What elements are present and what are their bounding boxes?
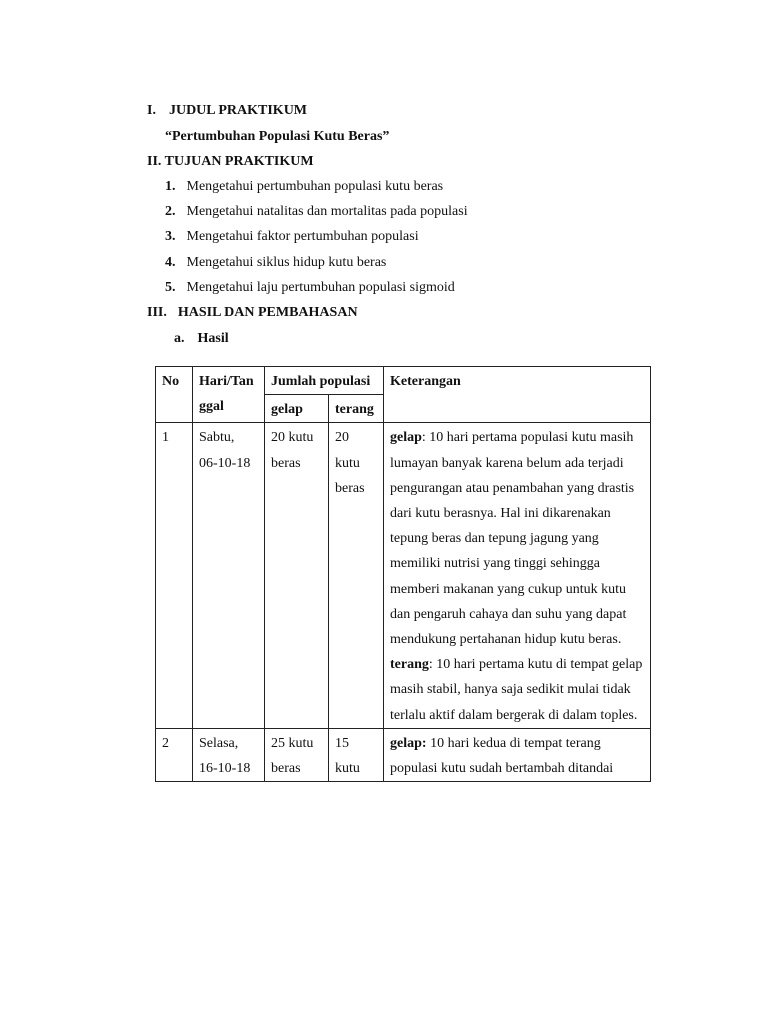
section-3-heading (147, 304, 358, 322)
note-paragraph (390, 652, 644, 728)
table-row (156, 728, 651, 781)
section-2-title: TUJUAN PRAKTIKUM (164, 154, 314, 169)
objective-number: 1. (165, 179, 176, 194)
note-label: terang (390, 657, 429, 673)
objective-item (165, 279, 455, 297)
objective-item (165, 203, 468, 221)
objective-item (165, 254, 386, 272)
cell-dark-count: 25 kutu beras (265, 728, 329, 781)
cell-date-value: 06-10-18 (199, 455, 251, 471)
objective-text: Mengetahui pertumbuhan populasi kutu beras (186, 179, 444, 194)
cell-no: 2 (156, 728, 193, 781)
section-2-heading (147, 153, 314, 171)
cell-date (193, 728, 265, 781)
objective-number: 2. (165, 204, 176, 219)
objective-text: Mengetahui laju pertumbuhan populasi sigmoid (186, 280, 455, 295)
header-notes: Keterangan (384, 367, 651, 423)
note-text: : 10 hari pertama kutu di tempat gelap masih stabil, hanya saja sedikit mulai tidak terlalu aktif dalam bergerak di dalam toples. (390, 657, 643, 723)
header-dark: gelap (265, 395, 329, 423)
objective-number: 3. (165, 229, 176, 244)
cell-light-count: 15 kutu (329, 728, 384, 781)
subsection-title: Hasil (197, 331, 229, 346)
objective-text: Mengetahui faktor pertumbuhan populasi (186, 229, 419, 244)
header-light: terang (329, 395, 384, 423)
section-2-number: II. (147, 154, 162, 169)
note-text: : 10 hari pertama populasi kutu masih lumayan banyak karena belum ada terjadi pengurangan atau penambahan yang drastis dari kutu berasnya. Hal ini dikarenakan tepung beras dan tepung jagung yang memiliki nutrisi yang tinggi sehingga memberi makanan yang cukup untuk kutu dan pengaruh cahaya dan suhu yang dapat mendukung pertahanan hidup kutu beras. (390, 430, 635, 648)
cell-notes (384, 423, 651, 728)
table-header-row (156, 367, 651, 395)
note-label: gelap: (390, 735, 427, 751)
objective-number: 5. (165, 280, 176, 295)
results-table (155, 366, 651, 782)
practicum-title: “Pertumbuhan Populasi Kutu Beras” (165, 129, 390, 144)
cell-light-count: 20 kutu beras (329, 423, 384, 728)
cell-day: Sabtu, (199, 430, 235, 446)
subsection-heading (174, 330, 229, 348)
section-1-heading (147, 102, 307, 120)
objective-text: Mengetahui natalitas dan mortalitas pada populasi (186, 204, 468, 219)
section-1-number: I. (147, 103, 156, 118)
section-1-title: JUDUL PRAKTIKUM (168, 103, 308, 118)
table-row (156, 423, 651, 728)
cell-notes (384, 728, 651, 781)
cell-date-value: 16-10-18 (199, 761, 251, 777)
cell-dark-count: 20 kutu beras (265, 423, 329, 728)
header-population-count: Jumlah populasi (265, 367, 384, 395)
section-3-number: III. (147, 305, 167, 320)
objective-item (165, 228, 419, 246)
section-3-title: HASIL DAN PEMBAHASAN (177, 305, 358, 320)
header-no: No (156, 367, 193, 423)
note-paragraph (390, 731, 644, 781)
subsection-number: a. (174, 331, 185, 346)
note-text: 10 hari kedua di tempat terang populasi kutu sudah bertambah ditandai (390, 735, 614, 777)
objective-text: Mengetahui siklus hidup kutu beras (186, 255, 387, 270)
note-label: gelap (390, 430, 422, 446)
cell-no: 1 (156, 423, 193, 728)
objective-number: 4. (165, 255, 176, 270)
cell-date (193, 423, 265, 728)
cell-day: Selasa, (199, 735, 239, 751)
objective-item (165, 178, 443, 196)
note-paragraph (390, 425, 644, 652)
header-date: Hari/Tanggal (193, 367, 265, 423)
